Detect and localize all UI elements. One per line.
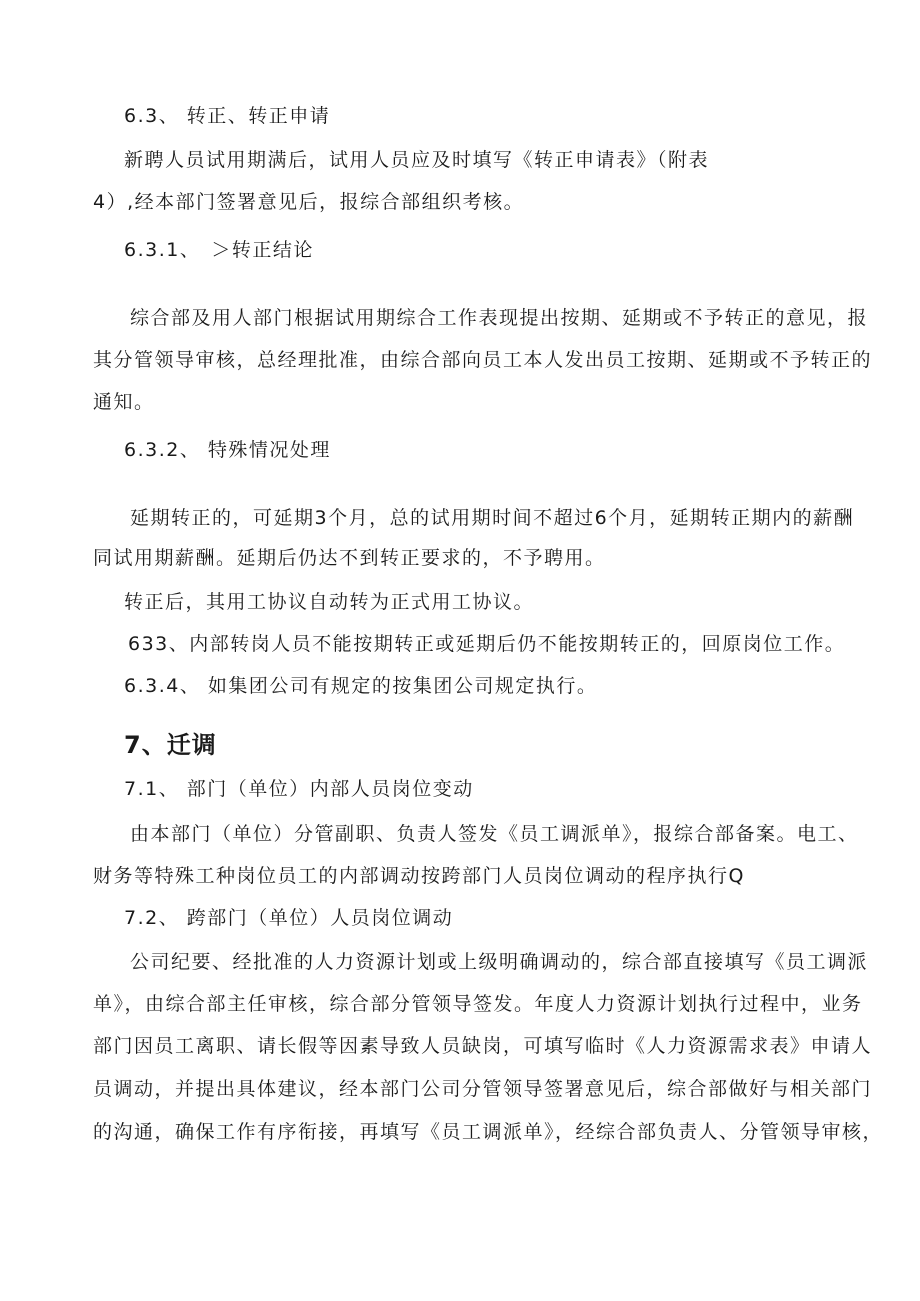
paragraph-line: 转正后，其用工协议自动转为正式用工协议。 [124, 591, 535, 613]
paragraph-line: 新聘人员试用期满后，试用人员应及时填写《转正申请表》（附表 [124, 149, 710, 171]
paragraph-line: 通知。 [93, 391, 155, 413]
paragraph-line: 公司纪要、经批准的人力资源计划或上级明确调动的，综合部直接填写《员工调派 [130, 951, 869, 973]
paragraph-line: 由本部门（单位）分管副职、负责人签发《员工调派单》，报综合部备案。电工、 [130, 823, 859, 845]
paragraph-line: 单》，由综合部主任审核，综合部分管领导签发。年度人力资源计划执行过程中，业务 [93, 993, 863, 1015]
paragraph-line: 633、内部转岗人员不能按期转正或延期后仍不能按期转正的，回原岗位工作。 [128, 633, 846, 655]
paragraph-line: 部门因员工离职、请长假等因素导致人员缺岗，可填写临时《人力资源需求表》申请人 [93, 1035, 873, 1057]
paragraph-line: 4）,经本部门签署意见后，报综合部组织考核。 [93, 191, 525, 213]
paragraph-line: 同试用期薪酬。延期后仍达不到转正要求的，不予聘用。 [93, 547, 606, 569]
section-6-3-title: 6.3、 转正、转正申请 [124, 105, 331, 127]
paragraph-line: 6.3.4、 如集团公司有规定的按集团公司规定执行。 [124, 675, 598, 697]
section-6-3-1-title: 6.3.1、 ＞转正结论 [124, 239, 314, 261]
section-7-2-title: 7.2、 跨部门（单位）人员岗位调动 [124, 907, 454, 929]
paragraph-line: 员调动，并提出具体建议，经本部门公司分管领导签署意见后，综合部做好与相关部门 [93, 1078, 873, 1100]
section-6-3-2-title: 6.3.2、 特殊情况处理 [124, 439, 331, 461]
paragraph-line: 财务等特殊工种岗位员工的内部调动按跨部门人员岗位调动的程序执行Q [93, 865, 745, 887]
paragraph-line: 的沟通，确保工作有序衔接，再填写《员工调派单》，经综合部负责人、分管领导审核， [93, 1121, 884, 1143]
section-7-1-title: 7.1、 部门（单位）内部人员岗位变动 [124, 778, 474, 800]
paragraph-line: 其分管领导审核，总经理批准，由综合部向员工本人发出员工按期、延期或不予转正的 [93, 349, 873, 371]
paragraph-line: 延期转正的，可延期3个月，总的试用期时间不超过6个月，延期转正期内的薪酬 [130, 507, 855, 529]
section-7-heading: 7、迁调 [124, 731, 217, 759]
paragraph-line: 综合部及用人部门根据试用期综合工作表现提出按期、延期或不予转正的意见，报 [130, 307, 869, 329]
